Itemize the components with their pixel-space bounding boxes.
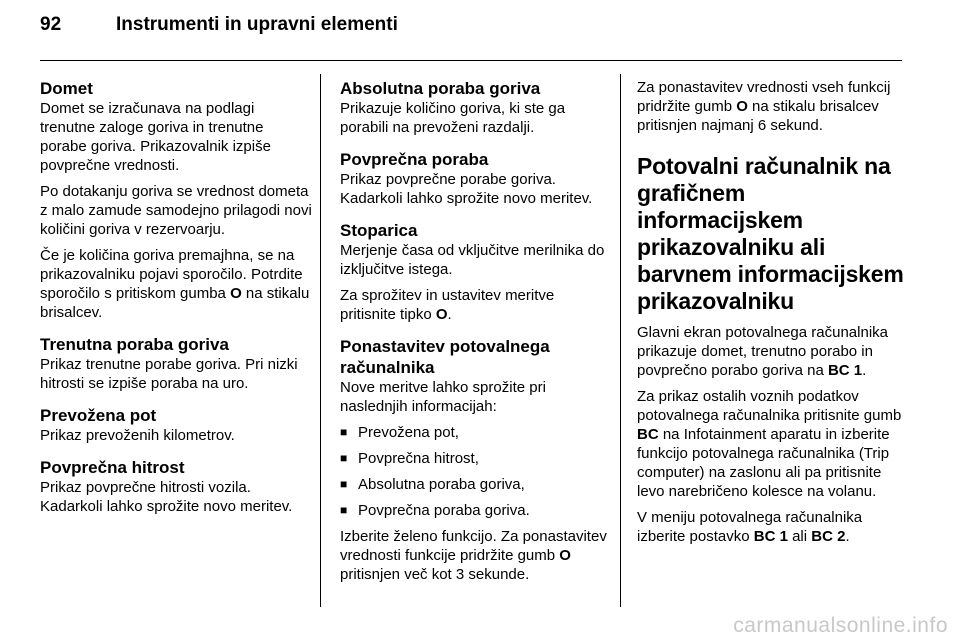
heading-prevozena-pot: Prevožena pot: [40, 406, 157, 425]
paragraph: Prikaz povprečne porabe goriva. Kadarkoli lahko sprožite novo meritev.: [340, 171, 593, 207]
heading-ponastavitev: Ponastavitev potovalnega računalnika: [340, 337, 550, 377]
paragraph: Prikaz prevoženih kilometrov.: [40, 427, 235, 444]
paragraph: Izberite želeno funkcijo. Za ponastavitev vrednosti funkcije pridržite gumb O pritisnjen več kot 3 sekunde.: [340, 528, 607, 583]
list-item: ■ Absolutna poraba goriva,: [340, 475, 612, 494]
page-title: Instrumenti in upravni elementi: [116, 14, 398, 35]
paragraph: V meniju potovalnega računalnika izberite postavko BC 1 ali BC 2.: [637, 509, 863, 545]
list-item: ■ Povprečna hitrost,: [340, 449, 612, 468]
heading-povprecna-poraba: Povprečna poraba: [340, 150, 489, 169]
column-divider-2: [620, 74, 621, 607]
heading-stoparica: Stoparica: [340, 221, 418, 240]
heading-domet: Domet: [40, 79, 93, 98]
paragraph: Za prikaz ostalih voznih podatkov potovalnega računalnika pritisnite gumb BC na Infotainment aparatu in izberite funkcijo potovalnega računalnika (Trip computer) na zaslonu ali pa pritisnite levo narebričeno kolesce na volanu.: [637, 388, 902, 500]
column-2: [340, 78, 612, 591]
button-symbol: O: [435, 306, 448, 323]
button-symbol: O: [559, 547, 571, 564]
list-item: ■ Povprečna poraba goriva.: [340, 501, 612, 520]
paragraph: Domet se izračunava na podlagi trenutne zaloge goriva in trenutne porabe goriva. Prikazovalnik izpiše povprečne vrednosti.: [40, 100, 271, 174]
heading-povprecna-hitrost: Povprečna hitrost: [40, 458, 185, 477]
paragraph: Prikaz povprečne hitrosti vozila. Kadarkoli lahko sprožite novo meritev.: [40, 479, 293, 515]
heading-trenutna-poraba: Trenutna poraba goriva: [40, 335, 229, 354]
header-rule: [40, 60, 902, 61]
button-symbol: O: [230, 285, 242, 302]
column-3: [637, 78, 909, 553]
reset-list: [340, 423, 612, 520]
paragraph: Po dotakanju goriva se vrednost dometa z malo zamude samodejno prilagodi novi količini goriva v rezervoarju.: [40, 183, 312, 238]
heading-absolutna-poraba: Absolutna poraba goriva: [340, 79, 541, 98]
paragraph: Glavni ekran potovalnega računalnika prikazuje domet, trenutno porabo in povprečno porabo goriva na BC 1.: [637, 324, 888, 379]
column-1: [40, 78, 312, 523]
page-number: 92: [40, 14, 62, 35]
paragraph: Nove meritve lahko sprožite pri naslednjih informacijah:: [340, 379, 546, 415]
column-divider-1: [320, 74, 321, 607]
paragraph: Če je količina goriva premajhna, se na prikazovalniku pojavi sporočilo. Potrdite sporočilo s pritiskom gumba O na stikalu brisalcev.: [40, 247, 310, 321]
paragraph: Prikazuje količino goriva, ki ste ga porabili na prevoženi razdalji.: [340, 100, 566, 136]
paragraph: Za ponastavitev vrednosti vseh funkcij pridržite gumb O na stikalu brisalcev pritisnjen najmanj 6 sekund.: [637, 79, 891, 134]
paragraph: Prikaz trenutne porabe goriva. Pri nizki hitrosti se izpiše poraba na uro.: [40, 356, 298, 392]
button-symbol: O: [736, 98, 748, 115]
page-header: [40, 14, 398, 36]
watermark: carmanualsonline.info: [733, 614, 948, 637]
list-item: ■ Prevožena pot,: [340, 423, 612, 442]
paragraph: Za sprožitev in ustavitev meritve pritisnite tipko O.: [340, 287, 555, 323]
section-heading-potovalni-racunalnik: Potovalni računalnik na grafičnem informacijskem prikazovalniku ali barvnem informacijskem prikazovalniku: [637, 153, 904, 314]
paragraph: Merjenje časa od vključitve merilnika do izključitve istega.: [340, 242, 605, 278]
